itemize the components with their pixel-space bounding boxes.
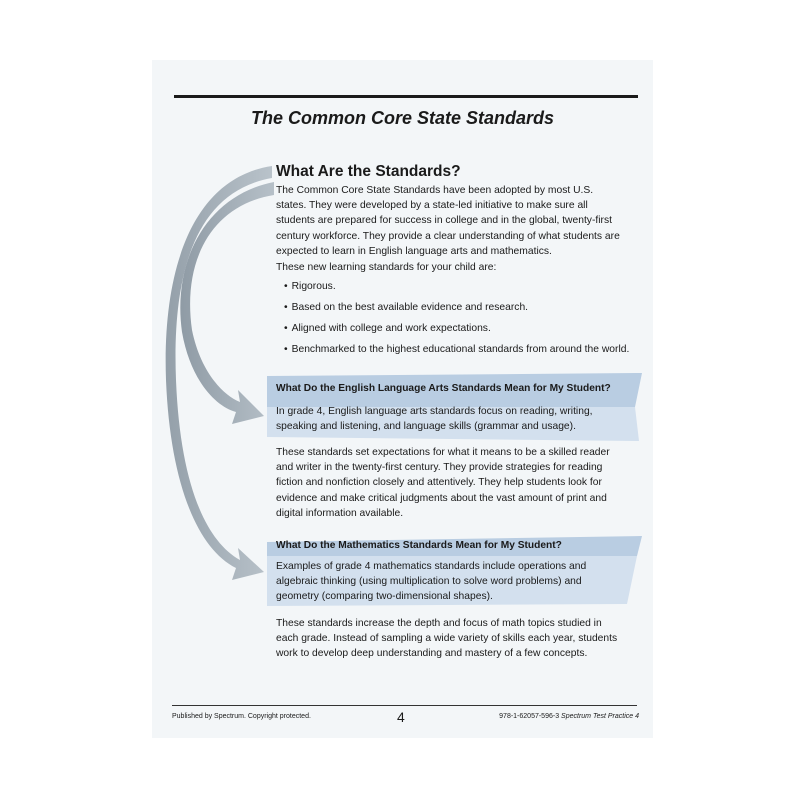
book-title-text: Spectrum Test Practice 4	[561, 713, 639, 720]
document-page	[152, 60, 653, 738]
page-title: The Common Core State Standards	[250, 108, 555, 128]
bullets-lead-text: These new learning standards for your child are:	[276, 262, 497, 273]
footer-copyright: Published by Spectrum. Copyright protected.	[172, 713, 311, 720]
bullet-item: • Rigorous.	[284, 280, 629, 301]
intro-paragraph: The Common Core State Standards have been adopted by most U.S. states. They were developed by a state-led initiative to make sure all students are prepared for success in college and in the global, twenty-first century workforce. They provide a clear understanding of what students are expected to learn in English language arts and mathematics.	[276, 185, 620, 257]
bullet-item: • Benchmarked to the highest educational standards from around the world.	[284, 343, 629, 364]
standards-bullet-list	[284, 280, 629, 364]
ela-heading: What Do the English Language Arts Standards Mean for My Student?	[276, 383, 611, 394]
math-body-paragraph: These standards increase the depth and focus of math topics studied in each grade. Instead of sampling a wide variety of skills each year, students work to develop deep understanding and mastery of a few concepts.	[276, 618, 618, 660]
ela-body-paragraph: These standards set expectations for what it means to be a skilled reader and writer in the twenty-first century. They provide strategies for reading fiction and nonfiction closely and attentively. They help students look for evidence and make critical judgments about the vast amount of print and digital information available.	[276, 447, 610, 519]
bullet-item: • Based on the best available evidence and research.	[284, 301, 629, 322]
ela-box-text: In grade 4, English language arts standards focus on reading, writing, speaking and listening, and language skills (grammar and usage).	[276, 406, 593, 433]
footer-book-info	[499, 713, 639, 720]
isbn-text: 978-1-62057-596-3	[499, 713, 560, 720]
section-heading-standards: What Are the Standards?	[276, 163, 461, 180]
arrow-to-ela	[180, 182, 274, 424]
math-heading: What Do the Mathematics Standards Mean for My Student?	[276, 540, 562, 551]
arrow-to-math	[166, 166, 272, 580]
bullet-item: • Aligned with college and work expectations.	[284, 322, 629, 343]
math-box-text: Examples of grade 4 mathematics standards include operations and algebraic thinking (using multiplication to solve word problems) and geometry (comparing two-dimensional shapes).	[276, 561, 587, 603]
page-number: 4	[397, 709, 405, 725]
bottom-rule	[172, 705, 637, 706]
